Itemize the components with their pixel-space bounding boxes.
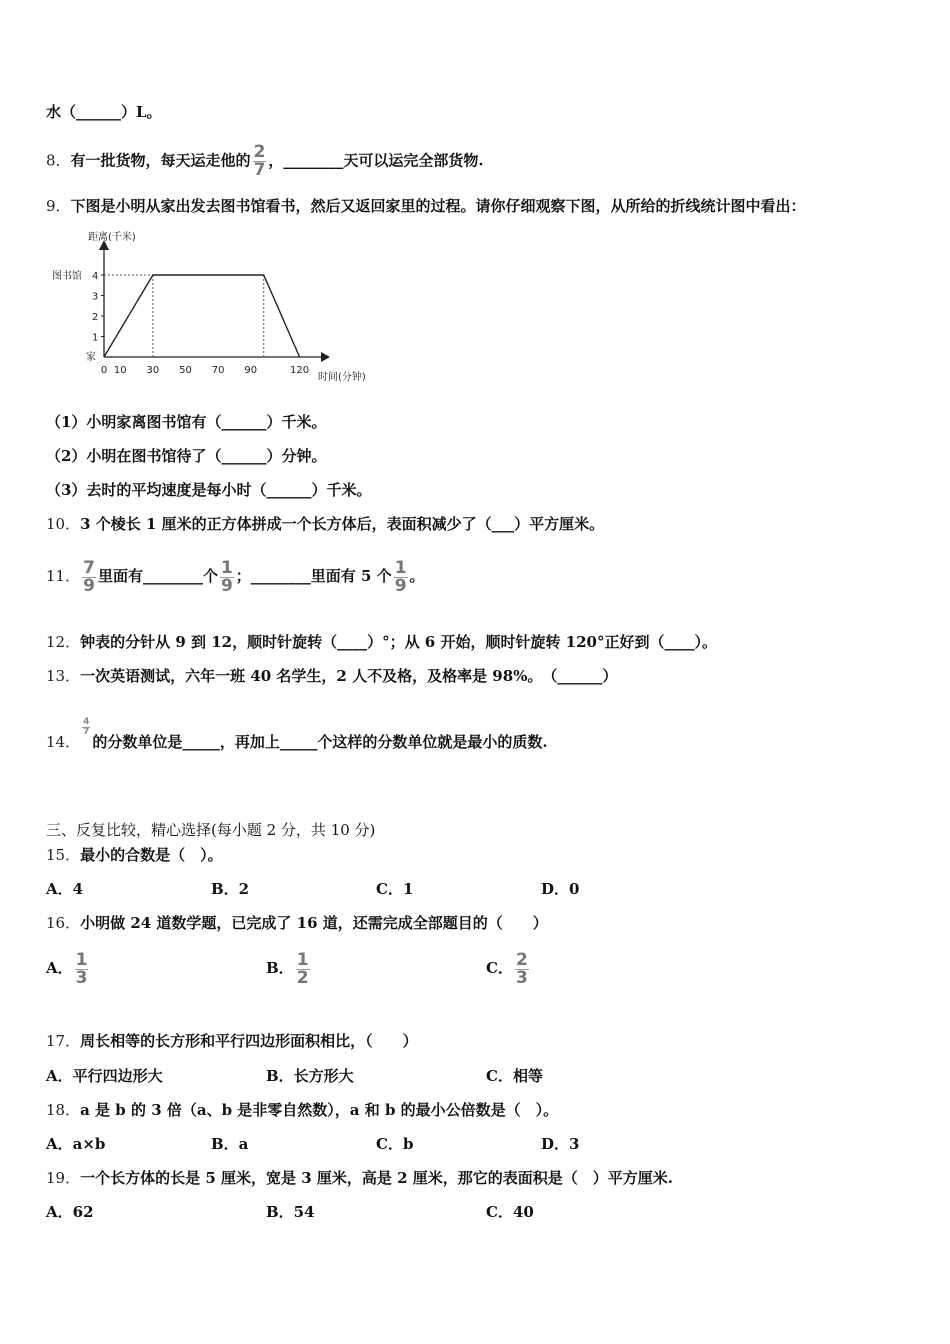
option-c[interactable]: C． $\frac{2}{3}$ <box>486 949 528 988</box>
question-11: 11． $\frac{7}{9}$ 里面有________个 $\frac{1}{9}$ ；________里面有 5 个 $\frac{1}{9}$ 。 <box>46 557 425 596</box>
option-c[interactable]: C．相等 <box>486 1067 543 1085</box>
q7-tail: 水（______）L。 <box>46 103 162 121</box>
fraction: $\frac{1}{9}$ <box>394 557 407 596</box>
x-axis-arrow <box>321 352 330 362</box>
question-number: 8． <box>46 151 71 170</box>
option-c[interactable]: C．1 <box>376 880 414 898</box>
y-label-top: 图书馆 <box>52 271 82 282</box>
option-b[interactable]: B．a <box>211 1135 249 1153</box>
question-number: 16． <box>46 914 81 932</box>
option-a[interactable]: A．a×b <box>46 1135 106 1153</box>
option-b[interactable]: B．长方形大 <box>266 1067 354 1085</box>
y-axis-label: 距离(千米) <box>88 232 136 243</box>
question-8 <box>46 144 484 179</box>
y-tick-label: 3 <box>92 291 99 303</box>
q8-pre: 有一批货物，每天运走他的 <box>70 151 251 170</box>
fraction: $\frac{1}{2}$ <box>296 949 309 988</box>
question-19: 19．一个长方体的长是 5 厘米，宽是 3 厘米，高是 2 厘米，那它的表面积是（ ）平方厘米. <box>46 1169 673 1187</box>
question-13: 13．一次英语测试，六年一班 40 名学生，2 人不及格，及格率是 98%。 （______） <box>46 667 618 685</box>
fraction: $\frac{1}{9}$ <box>220 557 233 596</box>
q8-post: ，________天可以运完全部货物. <box>268 151 484 170</box>
question-number: 18． <box>46 1101 81 1119</box>
x-tick-label: 50 <box>179 365 192 376</box>
question-14: 14． $\frac{4}{7}$ 的分数单位是_____，再加上_____个这样的分数单位就是最小的质数. <box>46 717 548 751</box>
distance-time-line-chart <box>46 226 366 386</box>
question-number: 15． <box>46 846 81 864</box>
option-a[interactable]: A．平行四边形大 <box>46 1067 163 1085</box>
question-number: 17． <box>46 1032 81 1050</box>
question-number: 13． <box>46 667 81 685</box>
option-c[interactable]: C．40 <box>486 1203 534 1221</box>
section-3-heading: 三、反复比较，精心选择(每小题 2 分，共 10 分) <box>46 821 376 839</box>
option-b[interactable]: B．2 <box>211 880 250 898</box>
y-label-origin: 家 <box>86 352 96 363</box>
q9-sub-1: （1）小明家离图书馆有（______）千米。 <box>46 413 327 431</box>
option-c[interactable]: C．b <box>376 1135 414 1153</box>
question-18: 18．a 是 b 的 3 倍（a、b 是非零自然数），a 和 b 的最小公倍数是（ ）。 <box>46 1101 559 1119</box>
y-tick-label: 1 <box>92 332 99 344</box>
question-number: 9． <box>46 197 71 215</box>
x-tick-label: 30 <box>146 365 160 376</box>
x-axis-label: 时间(分钟) <box>318 372 366 383</box>
y-tick-label: 4 <box>92 271 99 282</box>
fraction: $\frac{2}{3}$ <box>515 949 528 988</box>
option-d[interactable]: D．0 <box>541 880 580 898</box>
x-tick-label: 10 <box>113 365 127 376</box>
x-tick-label: 70 <box>211 365 225 376</box>
question-15: 15．最小的合数是（ ）。 <box>46 846 223 864</box>
question-number: 19． <box>46 1169 81 1187</box>
x-tick-label: 120 <box>290 365 310 376</box>
question-number: 10． <box>46 515 81 533</box>
q9-sub-3: （3）去时的平均速度是每小时（______）千米。 <box>46 481 372 499</box>
option-b[interactable]: B． $\frac{1}{2}$ <box>266 949 309 988</box>
q9-sub-2: （2）小明在图书馆待了（______）分钟。 <box>46 447 327 465</box>
fraction: $\frac{2}{7}$ <box>253 142 266 180</box>
y-tick-label: 2 <box>92 312 99 323</box>
x-tick-label: 0 <box>100 365 108 376</box>
x-tick-label: 90 <box>244 365 258 376</box>
fraction: $\frac{1}{3}$ <box>75 949 88 988</box>
question-9: 9．下图是小明从家出发去图书馆看书，然后又返回家里的过程。请你仔细观察下图，从所给的折线统计图中看出： <box>46 197 806 215</box>
question-10: 10．3 个棱长 1 厘米的正方体拼成一个长方体后，表面积减少了（___）平方厘米。 <box>46 515 605 533</box>
question-12: 12．钟表的分针从 9 到 12，顺时针旋转（____）°；从 6 开始，顺时针旋转 120°正好到（____）。 <box>46 633 717 651</box>
option-a[interactable]: A． $\frac{1}{3}$ <box>46 949 88 988</box>
fraction: $\frac{4}{7}$ <box>83 717 90 737</box>
question-17: 17．周长相等的长方形和平行四边形面积相比，（ ） <box>46 1032 418 1050</box>
option-d[interactable]: D．3 <box>541 1135 580 1153</box>
option-b[interactable]: B．54 <box>266 1203 315 1221</box>
question-number: 12． <box>46 633 81 651</box>
series-line <box>104 275 300 357</box>
option-a[interactable]: A．4 <box>46 880 84 898</box>
question-16: 16．小明做 24 道数学题，已完成了 16 道，还需完成全部题目的（ ） <box>46 914 548 932</box>
option-a[interactable]: A．62 <box>46 1203 94 1221</box>
question-number: 14． <box>46 733 81 751</box>
question-number: 11． <box>46 567 81 585</box>
fraction: $\frac{7}{9}$ <box>83 557 95 596</box>
